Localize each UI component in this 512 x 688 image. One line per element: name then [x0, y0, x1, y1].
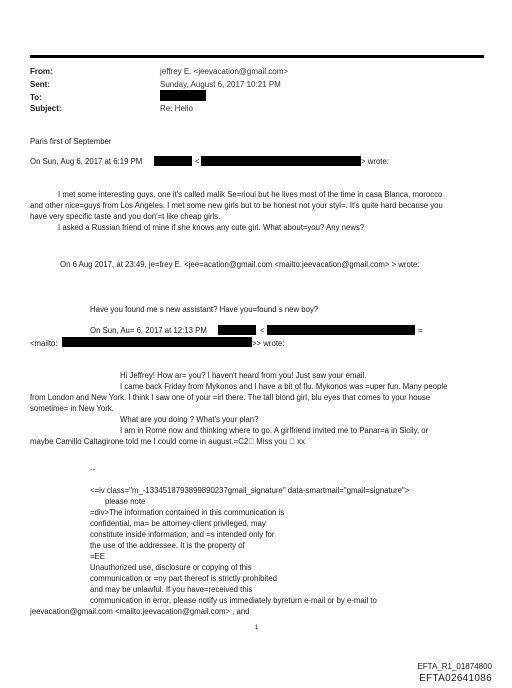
mailto-suffix: >> wrote:: [252, 339, 285, 348]
subject-value: Re: Hello: [160, 104, 193, 113]
signature-line7: =EE: [90, 552, 105, 561]
quote2-line: On 6 Aug 2017, at 23:49, je=frey E. <jee=acation@gmail.com <mailto:jeevacation@gmail.com> > wrote:: [60, 260, 420, 269]
footer-id-1: EFTA_R1_01874800: [417, 662, 492, 671]
signature-line1: <=iv class="m_-1334518793899890237gmail_signature" data-smartmail="gmail=signature">: [90, 486, 410, 495]
to-redaction: [160, 90, 206, 101]
reply-line: Paris first of September: [30, 137, 112, 146]
quote3-prefix: On Sun, Au= 6, 2017 at 12:13 PM: [90, 326, 207, 335]
to-label: To:: [30, 93, 42, 102]
signature-line3: =div>The information contained in this communication is: [90, 508, 285, 517]
para2-line3: from London and New York. I think I saw one of your =irl there. The tall blond girl, blu eyes that comes to your house: [30, 393, 431, 402]
from-label: From:: [30, 67, 53, 76]
quote1-prefix: On Sun, Aug 6, 2017 at 6:19 PM: [30, 157, 143, 166]
signature-line5: constitute inside information, and =s intended only for: [90, 530, 275, 539]
from-value: jeffrey E. <jeevacation@gmail.com>: [160, 67, 289, 76]
para1-line1: I met some interesting guys, one it's called malik Se=rioui but he lives most of the time in casa Blanca, morocco: [58, 190, 443, 199]
para2-line4: sometime= in New York.: [30, 404, 114, 413]
para2-line5: What are you doing ? What's your plan?: [120, 415, 259, 424]
mailto-prefix: <mailto:: [30, 339, 58, 348]
quote1-suffix: > wrote:: [361, 157, 389, 166]
subject-label: Subject:: [30, 104, 62, 113]
signature-line9: communication or =ny part thereof is strictly prohibited: [90, 574, 277, 583]
header-rule: [30, 55, 484, 58]
assistant-line: Have you found me s new assistant? Have you=found s new boy?: [90, 305, 319, 314]
para1-line2: and other nice=guys from Los Angeles. I met some new girls but to be honest not your styl=. It's quite hard because you: [30, 201, 443, 210]
sent-value: Sunday, August 6, 2017 10:21 PM: [160, 80, 281, 89]
page-number: 1: [255, 625, 259, 631]
sent-label: Sent:: [30, 80, 50, 89]
signature-line6: the use of the addressee. It is the property of: [90, 541, 245, 550]
signature-separator: --: [90, 465, 96, 474]
para1-line3: have very specific taste and you don'=t like cheap girls.: [30, 212, 221, 221]
quote3-eq: =: [418, 326, 423, 335]
quote3-lt: <: [260, 326, 265, 335]
para2-line6: I am in Rome now and thinking where to go. A girlfriend invited me to Panar=a in Sicily, or: [120, 426, 429, 435]
para1-line4: I asked a Russian friend of mine if she knows any cute girl. What about=you? Any news?: [58, 223, 365, 232]
mailto-redaction: [62, 337, 252, 347]
quote1-lt: <: [195, 157, 200, 166]
quote3-name-redaction: [218, 325, 256, 335]
quote1-name-redaction: [154, 156, 192, 166]
signature-line12: jeevacation@gmail.com <mailto:jeevacation@gmail.com> , and: [30, 607, 250, 616]
quote3-email-redaction: [267, 325, 415, 335]
signature-line10: and may be unlawful. If you have=received this: [90, 585, 253, 594]
para2-line1: Hi Jeffrey! How ar= you? I haven't heard from you! Just saw your email.: [120, 371, 367, 380]
signature-line2: please note: [105, 497, 146, 506]
signature-line8: Unauthorized use, disclosure or copying of this: [90, 563, 252, 572]
para2-line2: I came back Friday from Mykonos and I have a bit of flu. Mykonos was =uper fun. Many people: [120, 382, 448, 391]
signature-line4: confidential, ma= be attorney-client privileged, may: [90, 519, 266, 528]
quote1-email-redaction: [201, 156, 361, 166]
footer-id-2: EFTA02641086: [419, 673, 492, 684]
signature-line11: communication in error, please notify us immediately byreturn e-mail or by e-mail to: [90, 596, 377, 605]
para2-line7: maybe Camillo Caltagirone told me I could come in august.=C2  Miss you Ⓢ xx: [30, 437, 305, 446]
